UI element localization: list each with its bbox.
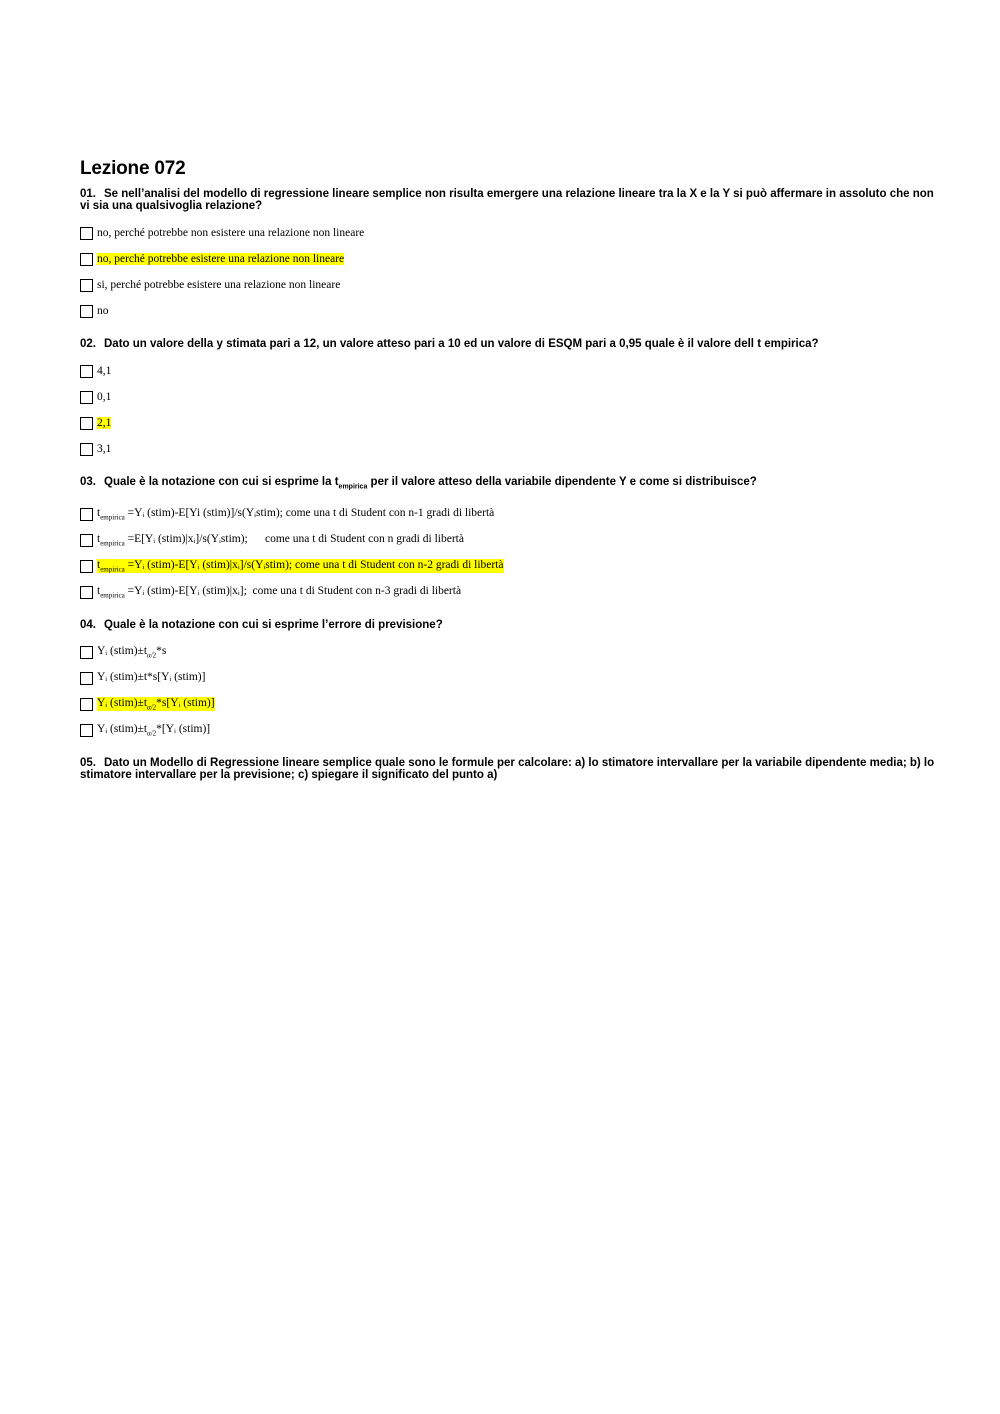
checkbox[interactable] xyxy=(80,417,93,430)
checkbox[interactable] xyxy=(80,560,93,573)
option-text: si, perché potrebbe esistere una relazione non lineare xyxy=(97,279,341,291)
answer-option[interactable] xyxy=(80,436,940,462)
question-05 xyxy=(80,757,940,781)
question-block-01 xyxy=(80,188,940,324)
checkbox[interactable] xyxy=(80,534,93,547)
question-04 xyxy=(80,619,940,631)
answer-option-highlighted[interactable] xyxy=(80,553,940,579)
formula: *s[Yᵢ (stim)] xyxy=(156,697,215,710)
option-text: 0,1 xyxy=(97,391,112,403)
checkbox[interactable] xyxy=(80,253,93,266)
answer-option[interactable] xyxy=(80,220,940,246)
checkbox[interactable] xyxy=(80,698,93,711)
checkbox[interactable] xyxy=(80,365,93,378)
checkbox[interactable] xyxy=(80,443,93,456)
answer-option[interactable] xyxy=(80,639,940,665)
question-block-02 xyxy=(80,338,940,462)
answer-option[interactable] xyxy=(80,527,940,553)
symbol: t xyxy=(97,507,101,520)
formula: =Yᵢ (stim)-E[Yᵢ (stim)|xᵢ]/s(Yᵢstim); come una t di Student con n-2 gradi di libertà xyxy=(124,559,504,572)
question-text: Quale è la notazione con cui si esprime l’errore di previsione? xyxy=(104,619,443,632)
question-block-05 xyxy=(80,757,940,781)
symbol: t xyxy=(97,533,101,546)
answer-option-highlighted[interactable] xyxy=(80,691,940,717)
document-page xyxy=(80,158,940,795)
question-number: 04. xyxy=(80,619,96,632)
option-text xyxy=(97,559,504,573)
answer-option-highlighted[interactable] xyxy=(80,246,940,272)
answer-options-02 xyxy=(80,358,940,462)
subscript: α/2 xyxy=(147,651,157,660)
formula: =E[Yᵢ (stim)|xᵢ]/s(Yᵢstim); come una t di Student con n gradi di libertà xyxy=(124,533,464,546)
checkbox[interactable] xyxy=(80,227,93,240)
checkbox[interactable] xyxy=(80,672,93,685)
answer-option[interactable] xyxy=(80,272,940,298)
answer-option[interactable] xyxy=(80,358,940,384)
formula: *[Yᵢ (stim)] xyxy=(156,723,211,736)
question-02 xyxy=(80,338,940,350)
question-number: 05. xyxy=(80,757,96,770)
option-text: no, perché potrebbe non esistere una relazione non lineare xyxy=(97,227,365,239)
option-text xyxy=(97,585,461,599)
checkbox[interactable] xyxy=(80,508,93,521)
answer-option[interactable] xyxy=(80,384,940,410)
question-number: 03. xyxy=(80,476,96,488)
checkbox[interactable] xyxy=(80,305,93,318)
question-number: 02. xyxy=(80,338,96,350)
answer-option-highlighted[interactable] xyxy=(80,410,940,436)
symbol: t xyxy=(97,585,101,598)
question-text: Se nell’analisi del modello di regressione lineare semplice non risulta emergere una relazione lineare tra la X e la Y si può affermare in assoluto che non vi sia una qualsivoglia relazione? xyxy=(80,188,934,212)
answer-option[interactable] xyxy=(80,579,940,605)
checkbox[interactable] xyxy=(80,646,93,659)
question-01 xyxy=(80,188,940,212)
checkbox[interactable] xyxy=(80,391,93,404)
checkbox[interactable] xyxy=(80,586,93,599)
option-text xyxy=(97,671,205,685)
question-text: Dato un Modello di Regressione lineare semplice quale sono le formule per calcolare: a) lo stimatore intervallare per la variabile dipendente media; b) lo stimatore intervallare per la previsione; c) spiegare il significato del punto a) xyxy=(80,757,935,782)
answer-option[interactable] xyxy=(80,717,940,743)
option-text xyxy=(97,507,494,521)
question-block-03 xyxy=(80,476,940,605)
option-text: 4,1 xyxy=(97,365,112,377)
subscript: empirica xyxy=(100,565,125,574)
symbol: t xyxy=(97,559,101,572)
answer-options-03 xyxy=(80,501,940,605)
formula: Yᵢ (stim)±t*s[Yᵢ (stim)] xyxy=(97,671,206,684)
answer-options-01 xyxy=(80,220,940,324)
option-text xyxy=(97,533,464,547)
subscript: α/2 xyxy=(147,729,157,738)
option-text xyxy=(97,723,210,737)
option-text xyxy=(97,697,215,711)
question-block-04 xyxy=(80,619,940,743)
answer-option[interactable] xyxy=(80,298,940,324)
formula: Yᵢ (stim)±t xyxy=(97,697,148,710)
formula: =Yᵢ (stim)-E[Yi (stim)]/s(Yᵢstim); come una t di Student con n-1 gradi di libertà xyxy=(124,507,495,520)
subscript: empirica xyxy=(100,591,125,600)
option-text: no xyxy=(97,305,109,317)
formula: *s xyxy=(156,645,167,658)
question-03 xyxy=(80,476,940,493)
checkbox[interactable] xyxy=(80,724,93,737)
option-text: no, perché potrebbe esistere una relazione non lineare xyxy=(97,253,345,265)
answer-option[interactable] xyxy=(80,665,940,691)
answer-options-04 xyxy=(80,639,940,743)
formula: Yᵢ (stim)±t xyxy=(97,723,148,736)
option-text: 2,1 xyxy=(97,417,112,429)
question-number: 01. xyxy=(80,188,96,200)
option-text xyxy=(97,645,166,659)
question-text: Quale è la notazione con cui si esprime la t xyxy=(104,476,339,488)
subscript: empirica xyxy=(338,483,368,491)
formula: =Yᵢ (stim)-E[Yᵢ (stim)|xᵢ]; come una t di Student con n-3 gradi di libertà xyxy=(124,585,462,598)
question-text: Dato un valore della y stimata pari a 12, un valore atteso pari a 10 ed un valore di ESQM pari a 0,95 quale è il valore dell t empirica? xyxy=(104,338,819,350)
formula: Yᵢ (stim)±t xyxy=(97,645,148,658)
subscript: empirica xyxy=(100,539,125,548)
lesson-title: Lezione 072 xyxy=(80,158,186,179)
subscript: α/2 xyxy=(147,703,157,712)
subscript: empirica xyxy=(100,513,125,522)
option-text: 3,1 xyxy=(97,443,112,455)
checkbox[interactable] xyxy=(80,279,93,292)
answer-option[interactable] xyxy=(80,501,940,527)
question-text: per il valore atteso della variabile dipendente Y e come si distribuisce? xyxy=(367,476,757,488)
